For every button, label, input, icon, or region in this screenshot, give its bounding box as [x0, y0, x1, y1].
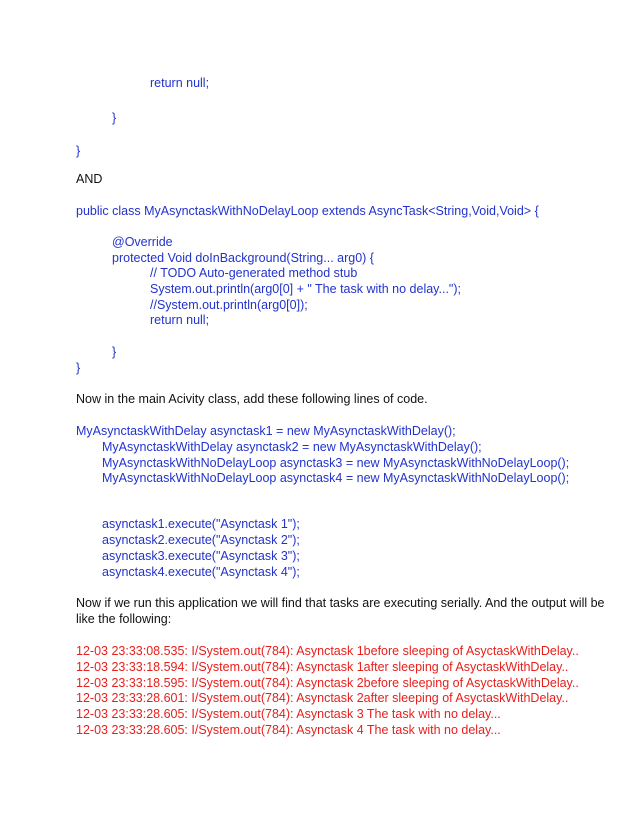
paragraph-text: Now in the main Acivity class, add these following lines of code. — [76, 392, 428, 406]
code-line: asynctask2.execute("Asynctask 2"); — [102, 533, 300, 547]
code-line: MyAsynctaskWithDelay asynctask2 = new MyAsynctaskWithDelay(); — [102, 440, 482, 454]
code-line: } — [76, 361, 81, 375]
paragraph-text: Now if we run this application we will find that tasks are executing serially. And the output will be — [76, 596, 605, 610]
paragraph-text: AND — [76, 172, 103, 186]
code-line: asynctask3.execute("Asynctask 3"); — [102, 549, 300, 563]
log-output-line: 12-03 23:33:28.605: I/System.out(784): Asynctask 3 The task with no delay... — [76, 707, 501, 721]
code-line: } — [112, 345, 117, 359]
code-line: asynctask1.execute("Asynctask 1"); — [102, 517, 300, 531]
log-output-line: 12-03 23:33:28.605: I/System.out(784): Asynctask 4 The task with no delay... — [76, 723, 501, 737]
log-output-line: 12-03 23:33:08.535: I/System.out(784): Asynctask 1before sleeping of AsyctaskWithDelay.. — [76, 644, 579, 658]
code-line: System.out.println(arg0[0] + " The task with no delay..."); — [150, 282, 461, 296]
code-line: // TODO Auto-generated method stub — [150, 266, 358, 280]
code-line: @Override — [112, 235, 173, 249]
code-line: protected Void doInBackground(String... arg0) { — [112, 251, 374, 265]
code-line: public class MyAsynctaskWithNoDelayLoop extends AsyncTask<String,Void,Void> { — [76, 204, 539, 218]
code-line: } — [76, 144, 81, 158]
code-line: return null; — [150, 76, 210, 90]
code-line: MyAsynctaskWithDelay asynctask1 = new MyAsynctaskWithDelay(); — [76, 424, 456, 438]
log-output-line: 12-03 23:33:28.601: I/System.out(784): Asynctask 2after sleeping of AsyctaskWithDelay.. — [76, 691, 569, 705]
code-line: //System.out.println(arg0[0]); — [150, 298, 308, 312]
code-line: MyAsynctaskWithNoDelayLoop asynctask3 = new MyAsynctaskWithNoDelayLoop(); — [102, 456, 570, 470]
log-output-line: 12-03 23:33:18.594: I/System.out(784): Asynctask 1after sleeping of AsyctaskWithDelay.. — [76, 660, 569, 674]
code-line: } — [112, 111, 117, 125]
log-output-line: 12-03 23:33:18.595: I/System.out(784): Asynctask 2before sleeping of AsyctaskWithDelay.. — [76, 676, 579, 690]
code-line: return null; — [150, 313, 210, 327]
code-line: asynctask4.execute("Asynctask 4"); — [102, 565, 300, 579]
paragraph-text: like the following: — [76, 612, 172, 626]
code-line: MyAsynctaskWithNoDelayLoop asynctask4 = new MyAsynctaskWithNoDelayLoop(); — [102, 471, 570, 485]
